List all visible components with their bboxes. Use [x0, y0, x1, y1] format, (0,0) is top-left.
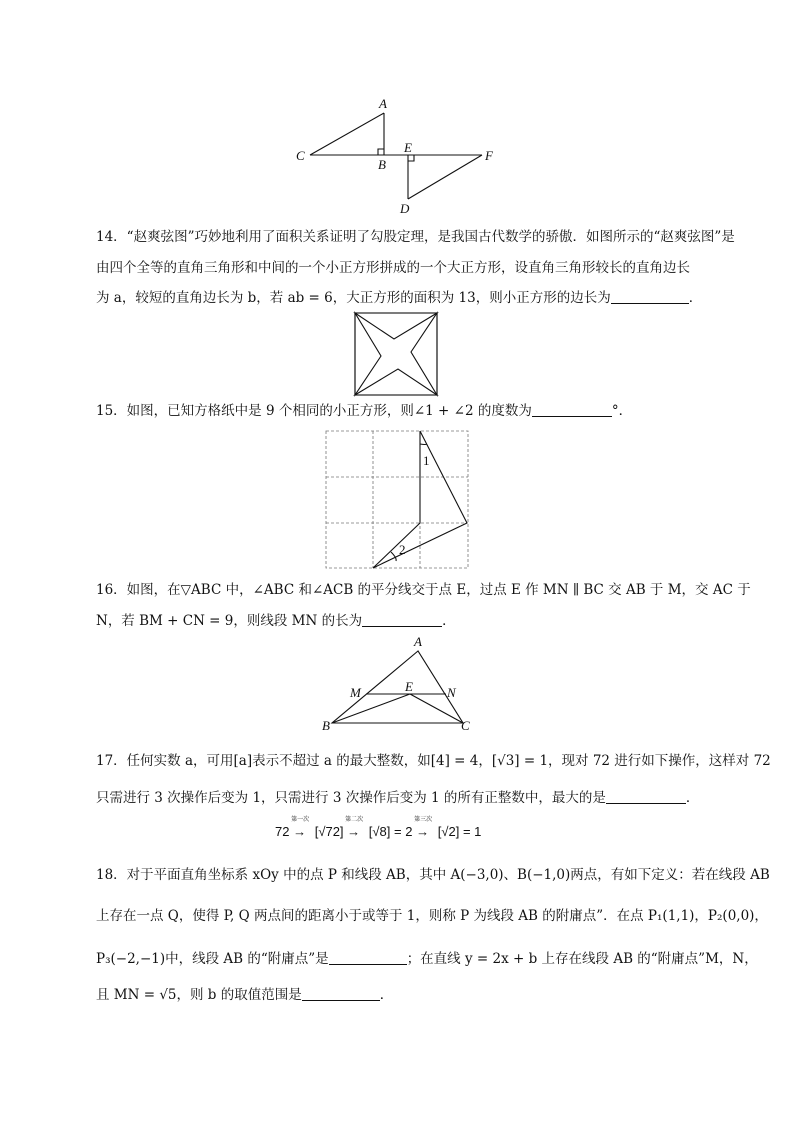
formula-res2: [√8]: [368, 824, 391, 839]
q18-answer-blank-2[interactable]: [302, 986, 380, 1001]
q18-line4: [96, 986, 393, 1004]
q17-line2: [96, 789, 699, 807]
q18-line3-end: ；在直线 y = 2x + b 上存在线段 AB 的“附庸点”M，N，: [406, 951, 758, 967]
q17-answer-blank[interactable]: [606, 789, 686, 804]
q16-line2: [96, 612, 456, 630]
label-E: E: [404, 140, 412, 155]
q18-line3: [96, 950, 758, 968]
figure-grid-q15: [325, 430, 470, 570]
formula-eq-2: =: [462, 824, 471, 839]
q17-formula: [275, 817, 482, 839]
step2-label: 第二次: [345, 817, 364, 823]
q16-end: ．: [442, 613, 456, 629]
formula-two: 2: [405, 824, 413, 839]
step3-arrow: 第三次 →: [416, 824, 434, 839]
q16-label-E: E: [405, 679, 413, 694]
q15-line1: [96, 402, 632, 420]
q17-text: 只需进行 3 次操作后变为 1，只需进行 3 次操作后变为 1 的所有正整数中，最大的是: [96, 790, 606, 806]
q15-end: °．: [611, 403, 633, 419]
q16-label-A: A: [414, 634, 422, 649]
q14-line3: [96, 289, 702, 307]
q18-line4-text: 且 MN = √5，则 b 的取值范围是: [96, 987, 302, 1003]
q16-answer-blank[interactable]: [362, 612, 442, 627]
q16-label-C: C: [461, 718, 470, 733]
formula-end: 1: [474, 824, 482, 839]
figure-q16: [318, 635, 478, 735]
label-D: D: [400, 201, 410, 216]
step1-arrow: 第一次 →: [293, 824, 311, 839]
q16-label-B: B: [322, 718, 330, 733]
formula-res3: [√2]: [437, 824, 460, 839]
formula-start: 72: [275, 824, 290, 839]
formula-eq-1: =: [394, 824, 402, 839]
label-B: B: [378, 157, 386, 172]
label-A: A: [379, 96, 387, 111]
step1-label: 第一次: [291, 817, 310, 823]
q14-line3-text: 为 a，较短的直角边长为 b，若 ab = 6，大正方形的面积为 13，则小正方形的边长为: [96, 290, 611, 306]
label-C: C: [296, 148, 305, 163]
q15-text: 15．如图，已知方格纸中是 9 个相同的小正方形，则∠1 + ∠2 的度数为: [96, 403, 532, 419]
q16-label-N: N: [447, 685, 456, 700]
q16-text: N，若 BM + CN = 9，则线段 MN 的长为: [96, 613, 363, 629]
angle-2-label: 2: [399, 542, 406, 557]
q18-answer-blank-1[interactable]: [329, 950, 407, 965]
q18-line2: 上存在一点 Q，使得 P, Q 两点间的距离小于或等于 1，则称 P 为线段 AB 的附庸点”．在点 P₁(1,1)，P₂(0,0)，: [96, 908, 768, 924]
q18-line3-text: P₃(−2,−1)中，线段 AB 的“附庸点”是: [96, 951, 329, 967]
formula-res1: [√72]: [314, 824, 344, 839]
q14-line3-end: ．: [688, 290, 703, 306]
step3-label: 第三次: [414, 817, 433, 823]
q14-line1: 14．“赵爽弦图”巧妙地利用了面积关系证明了勾股定理，是我国古代数学的骄傲．如图所示的“赵爽弦图”是: [96, 229, 735, 245]
q18-line1: 18．对于平面直角坐标系 xOy 中的点 P 和线段 AB，其中 A(−3,0)、B(−1,0)两点，有如下定义：若在线段 AB: [96, 867, 770, 883]
q14-line2: 由四个全等的直角三角形和中间的一个小正方形拼成的一个大正方形，设直角三角形较长的直角边长: [96, 260, 690, 276]
q16-label-M: M: [350, 685, 361, 700]
q17-end: ．: [685, 790, 700, 806]
angle-1-label: 1: [423, 453, 430, 468]
q15-answer-blank[interactable]: [532, 402, 612, 417]
q16-line1: 16．如图，在▽ABC 中，∠ABC 和∠ACB 的平分线交于点 E，过点 E 作 MN ∥ BC 交 AB 于 M，交 AC 于: [96, 582, 751, 598]
label-F: F: [485, 148, 493, 163]
q14-answer-blank[interactable]: [611, 289, 689, 304]
q17-line1: 17．任何实数 a，可用[a]表示不超过 a 的最大整数，如[4] = 4，[√3] = 1，现对 72 进行如下操作，这样对 72: [96, 753, 771, 769]
figure-zhaoshuang: [354, 312, 438, 396]
figure-q13: [290, 95, 510, 220]
step2-arrow: 第二次 →: [347, 824, 365, 839]
q18-line4-end: ．: [379, 987, 394, 1003]
